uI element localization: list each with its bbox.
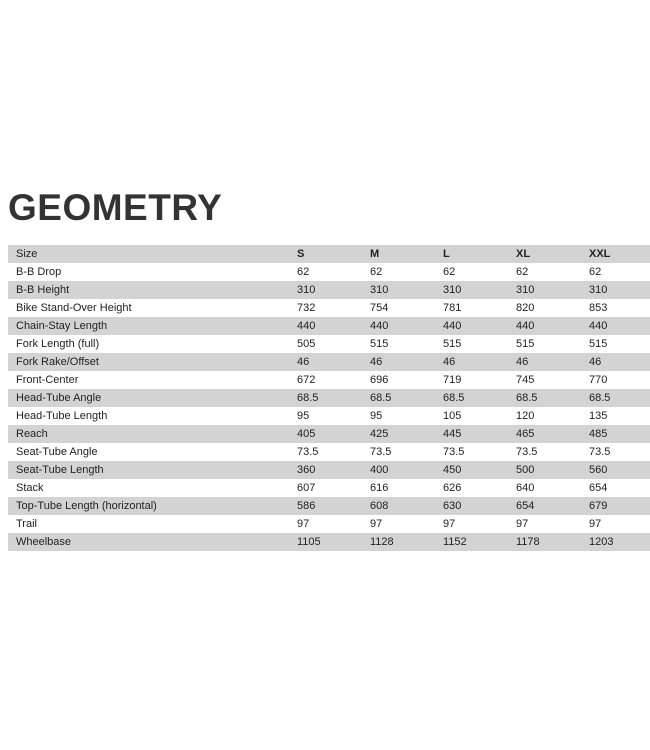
cell-xl: 62 [516,266,529,278]
cell-l: 630 [443,500,462,512]
cell-m: 310 [370,284,389,296]
cell-l: 515 [443,338,462,350]
table-row [8,389,650,407]
header-cell-m: M [370,248,380,260]
cell-m: 616 [370,482,389,494]
cell-xxl: 135 [589,410,608,422]
cell-xxl: 679 [589,500,608,512]
cell-s: 73.5 [297,446,319,458]
cell-s: 672 [297,374,316,386]
cell-s: 95 [297,410,310,422]
cell-xl: 640 [516,482,535,494]
table-row [8,479,650,497]
table-body [8,263,650,551]
cell-xl: 68.5 [516,392,538,404]
cell-l: 445 [443,428,462,440]
table-row [8,515,650,533]
table-row [8,353,650,371]
cell-l: 626 [443,482,462,494]
cell-m: 1128 [370,536,394,548]
cell-xl: 120 [516,410,535,422]
cell-s: 505 [297,338,316,350]
header-cell-xxl: XXL [589,248,611,260]
table-row [8,533,650,551]
geometry-table [8,245,650,551]
cell-m: 68.5 [370,392,392,404]
cell-s: 607 [297,482,316,494]
cell-xl: 310 [516,284,535,296]
cell-s: 440 [297,320,316,332]
row-label: Front-Center [16,374,79,386]
row-label: Trail [16,518,37,530]
table-row [8,407,650,425]
cell-s: 97 [297,518,310,530]
page-title: GEOMETRY [8,187,223,228]
row-label: Head-Tube Angle [16,392,102,404]
row-label: Seat-Tube Length [16,464,104,476]
cell-s: 586 [297,500,316,512]
cell-m: 46 [370,356,383,368]
table-row [8,425,650,443]
header-cell-xl: XL [516,248,531,260]
row-label: Chain-Stay Length [16,320,108,332]
cell-l: 781 [443,302,462,314]
table-row [8,461,650,479]
cell-m: 97 [370,518,383,530]
cell-l: 62 [443,266,456,278]
cell-s: 68.5 [297,392,319,404]
cell-s: 360 [297,464,316,476]
cell-l: 440 [443,320,462,332]
cell-s: 310 [297,284,316,296]
cell-m: 425 [370,428,389,440]
cell-xxl: 485 [589,428,608,440]
cell-xxl: 654 [589,482,608,494]
cell-xxl: 1203 [589,536,614,548]
cell-xxl: 440 [589,320,608,332]
cell-l: 46 [443,356,456,368]
cell-l: 73.5 [443,446,465,458]
cell-xl: 654 [516,500,535,512]
cell-m: 95 [370,410,383,422]
row-label: Reach [16,428,48,440]
table-row [8,317,650,335]
cell-m: 696 [370,374,389,386]
cell-s: 405 [297,428,316,440]
cell-xxl: 770 [589,374,608,386]
table-row [8,371,650,389]
cell-xxl: 310 [589,284,608,296]
table-row [8,443,650,461]
cell-xxl: 853 [589,302,608,314]
table-row [8,281,650,299]
cell-xl: 820 [516,302,535,314]
cell-l: 105 [443,410,462,422]
cell-l: 310 [443,284,462,296]
cell-m: 400 [370,464,389,476]
header-cell-size: Size [16,248,38,260]
row-label: B-B Drop [16,266,62,278]
cell-xl: 440 [516,320,535,332]
cell-l: 719 [443,374,462,386]
cell-l: 97 [443,518,456,530]
cell-l: 68.5 [443,392,465,404]
cell-xl: 500 [516,464,535,476]
row-label: Bike Stand-Over Height [16,302,132,314]
cell-xxl: 73.5 [589,446,611,458]
cell-m: 608 [370,500,389,512]
row-label: Fork Rake/Offset [16,356,99,368]
row-label: B-B Height [16,284,70,296]
cell-xxl: 515 [589,338,608,350]
cell-s: 732 [297,302,316,314]
row-label: Wheelbase [16,536,72,548]
table-row [8,335,650,353]
cell-m: 515 [370,338,389,350]
cell-xxl: 97 [589,518,602,530]
table-row [8,263,650,281]
row-label: Stack [16,482,44,494]
cell-xl: 1178 [516,536,540,548]
cell-xl: 465 [516,428,535,440]
cell-xxl: 560 [589,464,608,476]
cell-m: 754 [370,302,389,314]
cell-xl: 73.5 [516,446,538,458]
cell-xxl: 62 [589,266,602,278]
cell-s: 62 [297,266,310,278]
cell-s: 1105 [297,536,321,548]
cell-xl: 46 [516,356,529,368]
cell-m: 440 [370,320,389,332]
cell-s: 46 [297,356,310,368]
table-header-row [8,245,650,263]
cell-m: 62 [370,266,383,278]
row-label: Top-Tube Length (horizontal) [16,500,157,512]
cell-xl: 515 [516,338,535,350]
cell-l: 450 [443,464,462,476]
table-row [8,299,650,317]
header-cell-s: S [297,248,305,260]
table-row [8,497,650,515]
cell-xl: 97 [516,518,529,530]
row-label: Head-Tube Length [16,410,108,422]
cell-xxl: 46 [589,356,602,368]
cell-m: 73.5 [370,446,392,458]
cell-xl: 745 [516,374,535,386]
header-cell-l: L [443,248,450,260]
cell-xxl: 68.5 [589,392,611,404]
cell-l: 1152 [443,536,467,548]
row-label: Seat-Tube Angle [16,446,98,458]
row-label: Fork Length (full) [16,338,100,350]
